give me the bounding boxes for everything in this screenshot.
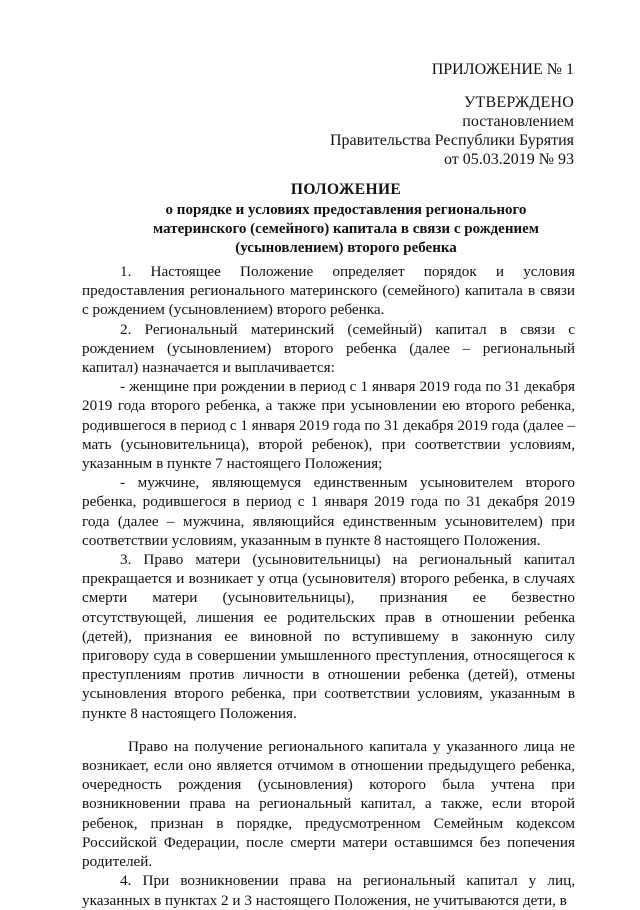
appendix-label: ПРИЛОЖЕНИЕ № 1 xyxy=(431,61,574,78)
paragraph-2: 2. Региональный материнский (семейный) капитал в связи с рождением (усыновлением) второго ребенка (далее – региональный капитал) назначается и выплачивается: xyxy=(82,320,575,377)
heading-line: (усыновлением) второго ребенка xyxy=(235,240,457,256)
heading-line: о порядке и условиях предоставления регионального xyxy=(165,202,527,218)
paragraph-2-item-woman: - женщине при рождении в период с 1 января 2019 года по 31 декабря 2019 года второго ребенка, а также при усыновлении ею второго ребенка, родившегося в период с 1 января 2019 года по 31 декабря 2019 года (далее – мать (усыновительница), второй ребенок), при соответствии условиям, указанным в пункте 7 настоящего Положения; xyxy=(82,378,575,473)
paragraph-4: 4. При возникновении права на региональный капитал у лиц, указанных в пунктах 2 и 3 настоящего Положения, не учитываются дети, в xyxy=(82,872,575,909)
paragraph-1: 1. Настоящее Положение определяет порядок и условия предоставления регионального материнского (семейного) капитала в связи с рождением (усыновлением) второго ребенка. xyxy=(82,263,575,319)
approval-block xyxy=(330,93,574,169)
approval-line: Правительства Республики Бурятия xyxy=(329,132,574,149)
paragraph-2-item-man: - мужчине, являющемуся единственным усыновителем второго ребенка, родившегося в период с 1 января 2019 года по 31 декабря 2019 года (далее – мужчина, являющийся единственным усыновителем) при соответствии условиям, указанным в пункте 8 настоящего Положения. xyxy=(82,474,575,549)
paragraph-3-continuation: Право на получение регионального капитала у указанного лица не возникает, если оно является отчимом в отношении предыдущего ребенка, очередность рождения (усыновления) которого была учтена при возникновении права на региональный капитал, а также, если второй ребенок, признан в порядке, предусмотренном Семейным кодексом Российской Федерации, после смерти матери оставшимся без попечения родителей. xyxy=(82,737,575,871)
approval-title: УТВЕРЖДЕНО xyxy=(463,94,574,111)
paragraph-3: 3. Право матери (усыновительницы) на региональный капитал прекращается и возникает у отца (усыновителя) второго ребенка, в случаях смерти матери (усыновительницы), признания ее безвестно отсутствующей, лишения ее родительских прав в отношении ребенка (детей), признания ее виновной по вступившему в законную силу приговору суда в совершении умышленного преступления, относящегося к преступлениям против личности в отношении ребенка (детей), отмены усыновления второго ребенка, при соответствии условиям, указанным в пункте 8 настоящего Положения. xyxy=(82,551,575,722)
heading-line: материнского (семейного) капитала в связи с рождением xyxy=(153,221,539,237)
approval-date: от 05.03.2019 № 93 xyxy=(443,151,574,168)
document-title: ПОЛОЖЕНИЕ xyxy=(290,181,402,198)
document-body xyxy=(82,262,575,910)
document-heading xyxy=(60,180,632,258)
approval-line: постановлением xyxy=(462,113,574,130)
